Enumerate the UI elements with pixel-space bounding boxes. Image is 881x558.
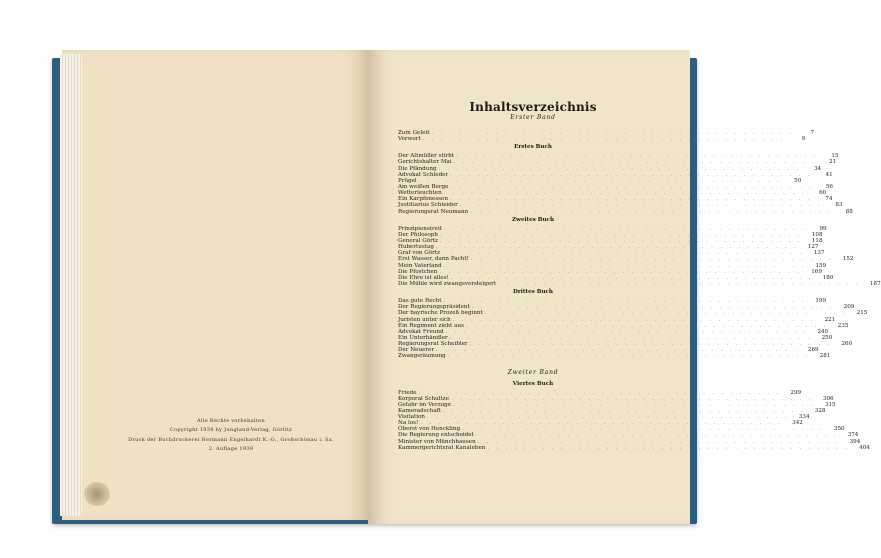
dot-leader: . . . . . . . . . . . . . . . . . . . . . . . . . . . . . . . . . . . . . . . . bbox=[451, 395, 814, 402]
dot-leader: . . . . . . . . . . . . . . . . . . . . . . . . . . . . . . . . . . . . . . . . bbox=[443, 262, 807, 269]
entry-page: 281 bbox=[819, 353, 831, 360]
entry-title: Gefahr im Verzuge bbox=[398, 401, 452, 408]
entry-page: 269 bbox=[807, 347, 819, 354]
front-matter bbox=[398, 130, 815, 143]
dot-leader: . . . . . . . . . . . . . . . . . . . . . . . . . . . . . . . . . . . . . . . . bbox=[477, 438, 841, 445]
entry-title: Graf von Görtz bbox=[398, 250, 440, 257]
entry-title: Ein Regiment zieht aus bbox=[398, 322, 464, 329]
entry-page: 394 bbox=[849, 438, 861, 445]
entry-page: 60 bbox=[819, 190, 827, 197]
entry-title: Zum Geleit bbox=[398, 130, 430, 136]
entry-page: 83 bbox=[835, 202, 843, 209]
entry-title: Korporal Schultze bbox=[398, 395, 450, 402]
entry-page: 152 bbox=[842, 256, 854, 263]
entry-page: 404 bbox=[859, 444, 870, 451]
dot-leader: . . . . . . . . . . . . . . . . . . . . . . . . . . . . . . . . . . . . . . . . bbox=[443, 190, 807, 197]
dot-leader: . . . . . . . . . . . . . . . . . . . . . . . . . . . . . . . . . . . . . . . . bbox=[450, 274, 814, 281]
entry-page: 180 bbox=[822, 274, 834, 281]
entry-page: 374 bbox=[847, 432, 859, 439]
entry-title: Minister von Münchhausen bbox=[398, 438, 476, 445]
imprint-line: Copyright 1939 by Jungland-Verlag, Görlitz bbox=[169, 427, 293, 434]
dot-leader: . . . . . . . . . . . . . . . . . . . . . . . . . . . . . . . . . . . . . . . . bbox=[465, 322, 829, 329]
dot-leader: . . . . . . . . . . . . . . . . . . . . . . . . . . . . . . . . . . . . . . . . bbox=[471, 304, 835, 311]
entry-title: Ein Unterhändler bbox=[398, 334, 448, 341]
dot-leader: . . . . . . . . . . . . . . . . . . . . . . . . . . . . . . . . . . . . . . . . bbox=[498, 280, 861, 287]
imprint-line: Alle Rechte vorbehalten bbox=[197, 418, 265, 424]
dot-leader: . . . . . . . . . . . . . . . . . . . . . . . . . . . . . . . . . . . . . . . . bbox=[435, 244, 799, 251]
entry-page: 108 bbox=[811, 231, 823, 238]
dot-leader: . . . . . . . . . . . . . . . . . . . . . . . . . . . . . . . . . . . . . . . . bbox=[439, 268, 802, 275]
dot-leader: . . . . . . . . . . . . . . . . . . . . . . . . . . . . . . . . . . . . . . . . bbox=[444, 225, 807, 232]
entry-page: 199 bbox=[815, 298, 827, 305]
entry-page: 99 bbox=[819, 225, 827, 232]
page-edges bbox=[60, 54, 82, 516]
entry-page: 250 bbox=[821, 334, 833, 341]
dot-leader: . . . . . . . . . . . . . . . . . . . . . . . . . . . . . . . . . . . . . . . . bbox=[469, 341, 833, 348]
entry-title: Regierungsrat Neumann bbox=[398, 208, 469, 215]
dot-leader: . . . . . . . . . . . . . . . . . . . . . . . . . . . . . . . . . . . . . . . . bbox=[487, 444, 850, 451]
entry-title: Der Altmüller stirbt bbox=[398, 153, 454, 160]
dot-leader: . . . . . . . . . . . . . . . . . . . . . . . . . . . . . . . . . . . . . . . . bbox=[470, 256, 834, 263]
entry-page: 159 bbox=[815, 262, 827, 269]
entry-page: 88 bbox=[845, 208, 853, 215]
dot-leader: . . . . . . . . . . . . . . . . . . . . . . . . . . . . . . . . . . . . . . . . bbox=[449, 334, 813, 341]
book-heading: Zweites Buch bbox=[511, 216, 555, 223]
book-heading: Erstes Buch bbox=[514, 144, 552, 151]
entry-title: Die Pfostchen bbox=[398, 268, 438, 275]
entry-title: Oberst von Henckling bbox=[398, 426, 461, 433]
dot-leader: . . . . . . . . . . . . . . . . . . . . . . . . . . . . . . . . . . . . . . . . bbox=[453, 401, 816, 408]
band-heading: Zweiter Band bbox=[507, 368, 559, 376]
entry-title: General Görtz bbox=[398, 237, 438, 244]
entry-page: 15 bbox=[831, 153, 839, 160]
dot-leader: . . . . . . . . . . . . . . . . . . . . . . . . . . . . . . . . . . . . . . . . bbox=[439, 237, 803, 244]
imprint bbox=[120, 417, 342, 455]
entry-title: Advokat Schleder bbox=[398, 171, 449, 178]
book-entries bbox=[398, 153, 853, 215]
entry-page: 9 bbox=[801, 136, 806, 143]
entry-page: 169 bbox=[811, 268, 822, 275]
entry-page: 240 bbox=[817, 328, 829, 335]
dot-leader: . . . . . . . . . . . . . . . . . . . . . . . . . . . . . . . . . . . . . . . . bbox=[426, 414, 790, 421]
dot-leader: . . . . . . . . . . . . . . . . . . . . . . . . . . . . . . . . . . . . . . . . bbox=[455, 153, 819, 160]
dot-leader: . . . . . . . . . . . . . . . . . . . . . . . . . . . . . . . . . . . . . . . . bbox=[445, 328, 809, 335]
entry-title: Vorwort bbox=[398, 136, 421, 143]
entry-page: 260 bbox=[841, 341, 853, 348]
dot-leader: . . . . . . . . . . . . . . . . . . . . . . . . . . . . . . . . . . . . . . . . bbox=[438, 165, 802, 172]
entry-title: Der Regierungspräsident bbox=[398, 304, 470, 311]
page-stain bbox=[84, 482, 110, 506]
entry-title: Die Regierung entscheidet bbox=[398, 432, 474, 439]
entry-page: 127 bbox=[807, 244, 819, 251]
book-entries bbox=[398, 389, 870, 451]
dot-leader: . . . . . . . . . . . . . . . . . . . . . . . . . . . . . . . . . . . . . . . . bbox=[450, 183, 813, 190]
entry-title: Der Philosoph bbox=[398, 231, 438, 238]
dot-leader: . . . . . . . . . . . . . . . . . . . . . . . . . . . . . . . . . . . . . . . . bbox=[462, 426, 825, 433]
entry-title: Ein Karpfenessen bbox=[398, 196, 448, 203]
entry-page: 137 bbox=[813, 250, 825, 257]
imprint-line: 2. Auflage 1939 bbox=[208, 446, 254, 453]
entry-title: Prinzipienstreit bbox=[398, 225, 442, 232]
entry-title: Am weißen Berge bbox=[398, 183, 449, 190]
table-of-contents bbox=[398, 100, 881, 451]
entry-title: Friede bbox=[398, 389, 417, 396]
entry-title: Mein Vaterland bbox=[398, 262, 442, 269]
dot-leader: . . . . . . . . . . . . . . . . . . . . . . . . . . . . . . . . . . . . . . . . bbox=[452, 316, 816, 323]
entry-page: 299 bbox=[790, 389, 802, 396]
entry-page: 34 bbox=[813, 165, 822, 172]
entry-title: Prügel bbox=[398, 177, 417, 184]
entry-title: Kameradschaft bbox=[398, 407, 441, 414]
entry-title: Wetterleuchten bbox=[398, 190, 442, 197]
entry-page: 215 bbox=[856, 310, 868, 317]
dot-leader: . . . . . . . . . . . . . . . . . . . . . . . . . . . . . . . . . . . . . . . . bbox=[443, 298, 807, 305]
entry-title: Das gute Recht bbox=[398, 298, 442, 305]
entry-page: 235 bbox=[837, 322, 849, 329]
entry-page: 41 bbox=[825, 171, 833, 178]
dot-leader: . . . . . . . . . . . . . . . . . . . . . . . . . . . . . . . . . . . . . . . . bbox=[441, 250, 805, 257]
entry-title: Gerichtshalter Mai bbox=[398, 159, 452, 166]
book-entries bbox=[398, 225, 881, 287]
entry-page: 187 bbox=[869, 280, 881, 287]
entry-title: Zwangsräumung bbox=[398, 353, 446, 360]
entry-page: 50 bbox=[794, 177, 802, 184]
entry-title: Justitiarius Schleider bbox=[398, 202, 458, 209]
entry-title: Die Pfändung bbox=[398, 165, 437, 172]
dot-leader: . . . . . . . . . . . . . . . . . . . . . . . . . . . . . . . . . . . . . . . . bbox=[470, 208, 833, 215]
entry-page: 56 bbox=[825, 183, 833, 190]
entry-page: 342 bbox=[792, 420, 803, 427]
entry-page: 221 bbox=[824, 316, 836, 323]
dot-leader: . . . . . . . . . . . . . . . . . . . . . . . . . . . . . . . . . . . . . . . . bbox=[439, 231, 803, 238]
toc-entry bbox=[398, 353, 831, 360]
entry-page: 315 bbox=[824, 401, 836, 408]
entry-title: Die Ehre ist alles! bbox=[398, 274, 449, 281]
entry-title: Na los! bbox=[398, 420, 419, 427]
entry-title: Hubertustag bbox=[398, 244, 434, 251]
dot-leader: . . . . . . . . . . . . . . . . . . . . . . . . . . . . . . . . . . . . . . . . bbox=[422, 136, 786, 143]
toc-title: Inhaltsverzeichnis bbox=[469, 100, 597, 114]
dot-leader: . . . . . . . . . . . . . . . . . . . . . . . . . . . . . . . . . . . . . . . . bbox=[475, 432, 839, 439]
dot-leader: . . . . . . . . . . . . . . . . . . . . . . . . . . . . . . . . . . . . . . . . bbox=[450, 171, 813, 178]
entry-title: Die Mühle wird zwangsversteigert bbox=[398, 280, 497, 287]
dot-leader: . . . . . . . . . . . . . . . . . . . . . . . . . . . . . . . . . . . . . . . . bbox=[484, 310, 848, 317]
entry-page: 328 bbox=[814, 407, 826, 414]
entry-title: Visitation bbox=[398, 414, 425, 421]
entry-title: Regierungsrat Scheibler bbox=[398, 341, 468, 348]
book-entries bbox=[398, 298, 868, 360]
band-heading: Erster Band bbox=[510, 114, 556, 121]
dot-leader: . . . . . . . . . . . . . . . . . . . . . . . . . . . . . . . . . . . . . . . . bbox=[420, 420, 783, 427]
dot-leader: . . . . . . . . . . . . . . . . . . . . . . . . . . . . . . . . . . . . . . . . bbox=[453, 159, 817, 166]
entry-page: 118 bbox=[811, 237, 823, 244]
entry-page: 21 bbox=[829, 159, 837, 166]
dot-leader: . . . . . . . . . . . . . . . . . . . . . . . . . . . . . . . . . . . . . . . . bbox=[418, 389, 782, 396]
dot-leader: . . . . . . . . . . . . . . . . . . . . . . . . . . . . . . . . . . . . . . . . bbox=[418, 177, 782, 184]
entry-page: 209 bbox=[843, 304, 855, 311]
toc-entry bbox=[398, 444, 870, 451]
entry-page: 7 bbox=[810, 130, 815, 136]
book-heading: Viertes Buch bbox=[512, 380, 554, 387]
dot-leader: . . . . . . . . . . . . . . . . . . . . . . . . . . . . . . . . . . . . . . . . bbox=[431, 130, 795, 136]
imprint-line: Druck der Buchdruckerei Hermann Engelhardt K.-G., Großschönau i. Sa. bbox=[128, 436, 334, 443]
toc-entry bbox=[398, 208, 853, 215]
dot-leader: . . . . . . . . . . . . . . . . . . . . . . . . . . . . . . . . . . . . . . . . bbox=[449, 196, 813, 203]
entry-title: Erst Wasser, dann Pacht! bbox=[398, 256, 469, 263]
entry-page: 306 bbox=[822, 395, 834, 402]
entry-title: Advokat Freund bbox=[398, 328, 444, 335]
entry-page: 74 bbox=[825, 196, 833, 203]
dot-leader: . . . . . . . . . . . . . . . . . . . . . . . . . . . . . . . . . . . . . . . . bbox=[459, 202, 823, 209]
entry-title: Der Neuerer bbox=[398, 347, 435, 354]
entry-page: 334 bbox=[798, 414, 810, 421]
entry-title: Kammergerichtsrat Kanaleben bbox=[398, 444, 486, 451]
entry-title: Der bayrische Prozeß beginnt bbox=[398, 310, 483, 317]
dot-leader: . . . . . . . . . . . . . . . . . . . . . . . . . . . . . . . . . . . . . . . . bbox=[436, 347, 799, 354]
entry-title: Juristen unter sich bbox=[398, 316, 451, 323]
dot-leader: . . . . . . . . . . . . . . . . . . . . . . . . . . . . . . . . . . . . . . . . bbox=[442, 407, 806, 414]
dot-leader: . . . . . . . . . . . . . . . . . . . . . . . . . . . . . . . . . . . . . . . . bbox=[447, 353, 811, 360]
entry-page: 350 bbox=[833, 426, 845, 433]
book-heading: Drittes Buch bbox=[512, 289, 553, 296]
